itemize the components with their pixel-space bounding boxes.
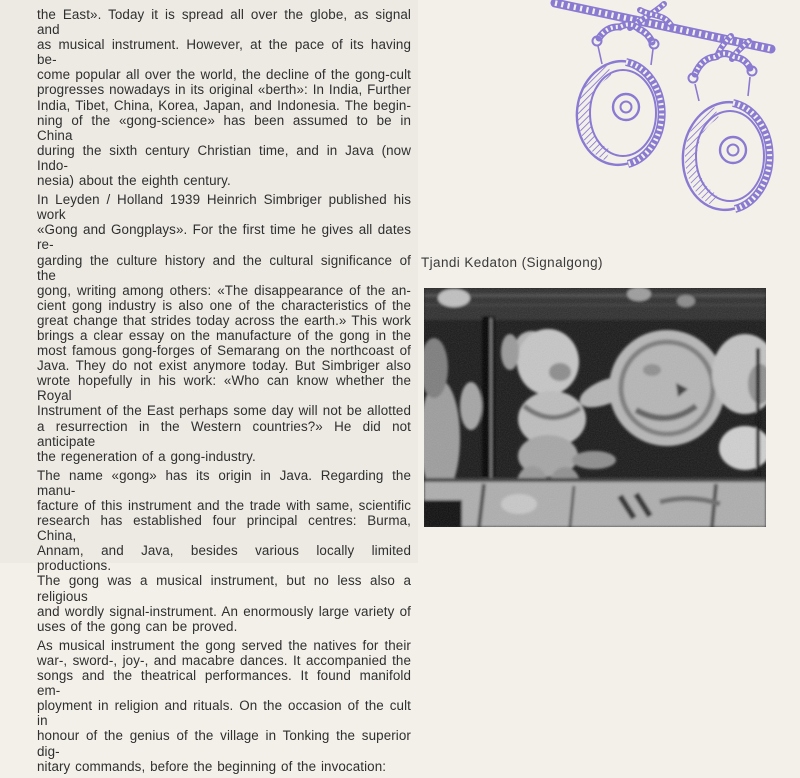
paragraph (37, 7, 411, 188)
text-line: cient gong industry is also one of the characteristics of the (37, 297, 411, 313)
text-line: facture of this instrument and the trade with same, scientific (37, 498, 411, 513)
paragraph (37, 638, 411, 774)
text-line: Java. They do not exist anymore today. But Simbriger also (37, 358, 411, 374)
text-line: In Leyden / Holland 1939 Heinrich Simbriger published his work (37, 192, 411, 223)
text-line: the East». Today it is spread all over the globe, as signal and (37, 7, 411, 38)
text-line: progresses nowadays in its original «berth»: In India, Further (37, 82, 411, 98)
hanging-gongs-drawing-icon (535, 0, 787, 252)
text-line: war-, sword-, joy-, and macabre dances. It accompanied the (37, 652, 411, 668)
text-line: nesia) about the eighth century. (37, 173, 231, 189)
stone-relief-photograph (424, 288, 766, 527)
text-line: As musical instrument the gong served the natives for their (37, 637, 411, 653)
text-line: come popular all over the world, the decline of the gong-cult (37, 67, 411, 83)
text-line: and wordly signal-instrument. An enormously large variety of (37, 603, 411, 619)
text-line: during the sixth century Christian time, and in Java (now Indo- (37, 142, 411, 173)
text-line: Instrument of the East perhaps some day will not be allotted (37, 403, 411, 419)
article-text (37, 7, 411, 778)
text-line: honour of the genius of the village in Tonking the superior dig- (37, 728, 411, 759)
paragraph (37, 468, 411, 634)
text-line: Annam, and Java, besides various locally limited productions. (37, 543, 411, 574)
text-line: gong, writing among others: «The disappearance of the an- (37, 282, 411, 298)
text-line: ning of the «gong-science» has been assumed to be in China (37, 112, 411, 143)
text-line: «Gong and Gongplays». For the first time he gives all dates re- (37, 222, 411, 253)
text-line: brings a clear essay on the manufacture of the gong in the (37, 327, 411, 343)
text-line: The gong was a musical instrument, but no less also a religious (37, 573, 411, 604)
text-line: The name «gong» has its origin in Java. Regarding the manu- (37, 467, 411, 498)
text-line: most famous gong-forges of Semarang on the northcoast of (37, 343, 411, 359)
text-line: songs and the theatrical performances. It found manifold em- (37, 668, 411, 699)
text-line: ployment in religion and rituals. On the occasion of the cult in (37, 698, 411, 729)
text-line: garding the culture history and the cultural significance of the (37, 252, 411, 283)
text-line: uses of the gong can be proved. (37, 618, 238, 634)
figure-caption: Tjandi Kedaton (Signalgong) (421, 255, 603, 270)
text-line: great change that strides today across the earth.» This work (37, 312, 411, 328)
text-line: as musical instrument. However, at the pace of its having be- (37, 37, 411, 68)
paragraph (37, 192, 411, 464)
text-line: research has established four principal centres: Burma, China, (37, 513, 411, 544)
text-line: nitary commands, before the beginning of the invocation: (37, 758, 387, 774)
text-line: India, Tibet, China, Korea, Japan, and Indonesia. The begin- (37, 97, 411, 113)
text-line: a resurrection in the Western countries?» He did not anticipate (37, 418, 411, 449)
text-line: the regeneration of a gong-industry. (37, 448, 256, 464)
text-line: wrote hopefully in his work: «Who can know whether the Royal (37, 373, 411, 404)
